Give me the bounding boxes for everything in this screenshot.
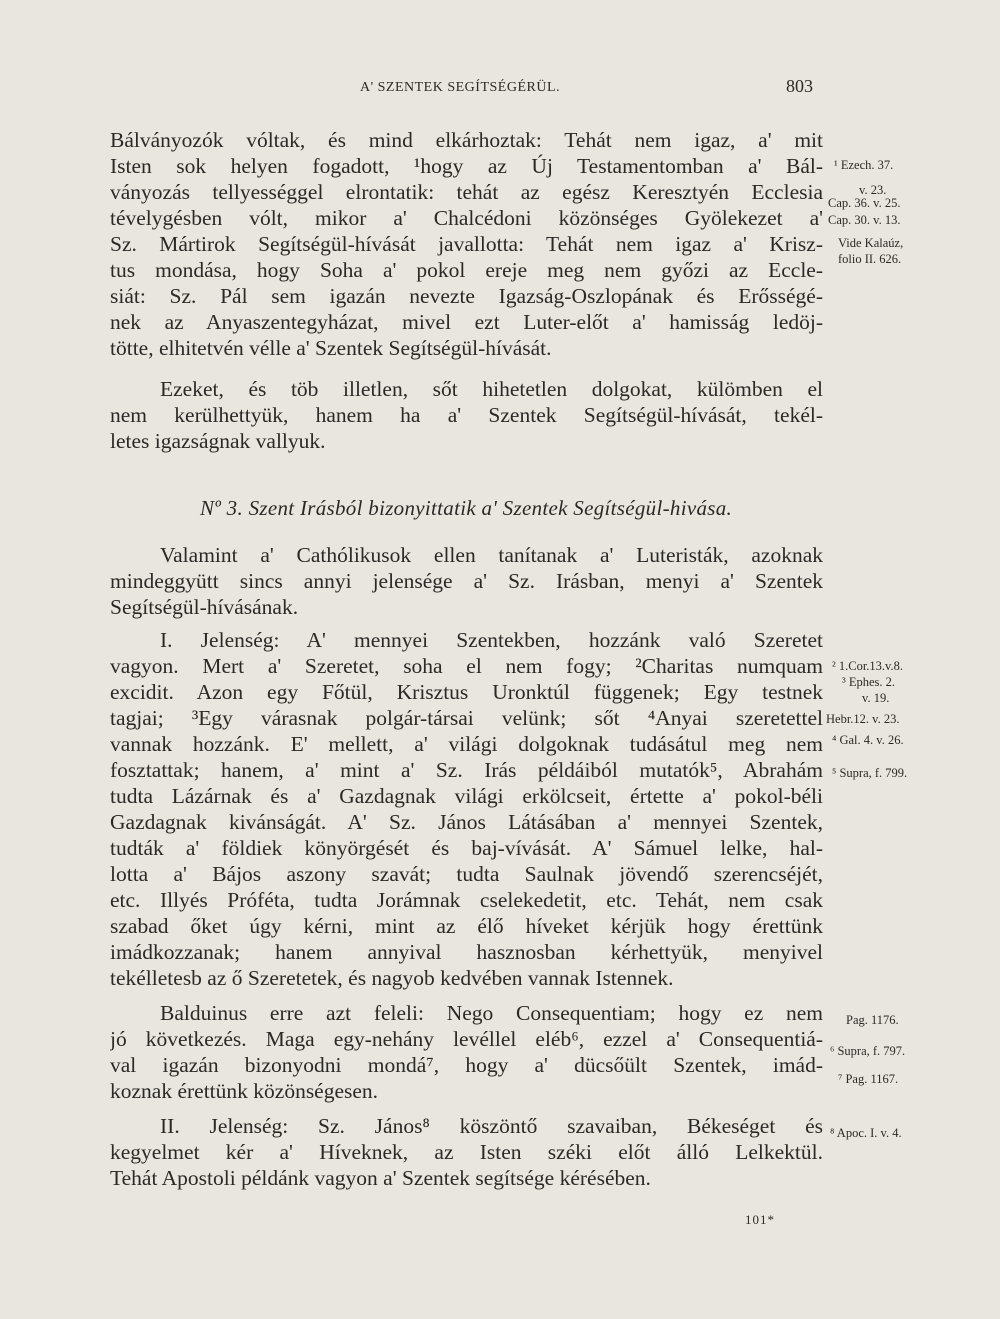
text-line: Balduinus erre azt feleli: Nego Consequentiam; hogy ez nem	[160, 1001, 823, 1025]
text-line: szabad őket úgy kérni, mint az élő híveket kérjük hogy érettünk	[110, 914, 823, 938]
margin-note: folio II. 626.	[838, 252, 902, 266]
margin-note: ⁵ Supra, f. 799.	[832, 766, 908, 780]
margin-note: Cap. 30. v. 13.	[828, 213, 901, 227]
text-line: tekélletesb az ő Szeretetek, és nagyob kedvében vannak Istennek.	[110, 966, 674, 990]
text-line: etc. Illyés Próféta, tudta Jorámnak cselekedetit, etc. Tehát, nem csak	[110, 888, 823, 912]
margin-note: ³ Ephes. 2.	[842, 675, 896, 689]
text-line: Bálványozók vóltak, és mind elkárhoztak: Tehát nem igaz, a' mit	[110, 128, 823, 152]
text-line: tudták a' földiek könyörgését és baj-vívását. A' Sámuel lelke, hal-	[110, 836, 823, 860]
text-line: tévelygésben vólt, mikor a' Chalcédoni közönséges Gyölekezet a'	[110, 206, 823, 230]
text-line: koznak érettünk közönségesen.	[110, 1079, 379, 1103]
text-line: tus mondása, hogy Soha a' pokol ereje meg nem győzi az Eccle-	[110, 258, 823, 282]
page-number: 803	[786, 76, 813, 96]
text-line: tagjai; ³Egy várasnak polgár-társai velünk; sőt ⁴Anyai szeretettel	[110, 706, 823, 730]
text-line: Isten sok helyen fogadott, ¹hogy az Új Testamentomban a' Bál-	[110, 154, 823, 178]
margin-note: ⁸ Apoc. I. v. 4.	[830, 1126, 902, 1140]
text-line: mindeggyütt sincs annyi jelensége a' Sz. Irásban, menyi a' Szentek	[110, 569, 823, 593]
text-line: letes igazságnak vallyuk.	[110, 429, 326, 453]
margin-note: v. 19.	[862, 691, 890, 705]
margin-note: ² 1.Cor.13.v.8.	[832, 659, 903, 673]
margin-note: ⁶ Supra, f. 797.	[830, 1044, 906, 1058]
text-line: nek az Anyaszentegyházat, mivel ezt Luter-előt a' hamisság ledöj-	[110, 310, 823, 334]
signature-mark: 101*	[745, 1212, 775, 1227]
margin-note: ⁷ Pag. 1167.	[838, 1072, 899, 1086]
text-line: Gazdagnak kivánságát. A' Sz. János Látásában a' mennyei Szentek,	[110, 810, 823, 834]
text-line: Ezeket, és töb illetlen, sőt hihetetlen dolgokat, külömben el	[160, 377, 823, 401]
text-line: Sz. Mártirok Segítségül-hívását javallotta: Tehát nem igaz a' Krisz-	[110, 232, 823, 256]
text-line: nem kerülhettyük, hanem ha a' Szentek Segítségül-hívását, tekél-	[110, 403, 823, 427]
text-line: II. Jelenség: Sz. János⁸ köszöntő szavaiban, Békeséget és	[160, 1114, 823, 1138]
text-line: Tehát Apostoli példánk vagyon a' Szentek segítsége kérésében.	[110, 1166, 651, 1190]
text-line: Segítségül-hívásának.	[110, 595, 299, 619]
margin-note: v. 23.	[859, 183, 887, 197]
text-line: kegyelmet kér a' Híveknek, az Isten széki előt álló Lelkektül.	[110, 1140, 823, 1164]
margin-note: Hebr.12. v. 23.	[826, 712, 900, 726]
text-line: vannak hozzánk. E' mellett, a' világi dolgoknak tudásátul meg nem	[110, 732, 823, 756]
margin-note: Cap. 36. v. 25.	[828, 196, 901, 210]
text-line: siát: Sz. Pál sem igazán nevezte Igazság-Oszlopának és Erősségé-	[110, 284, 823, 308]
text-line: ványozás tellyességgel elrontatik: tehát az egész Keresztyén Ecclesia	[110, 180, 823, 204]
text-line: jó következés. Maga egy-nehány levéllel eléb⁶, ezzel a' Consequentiá-	[110, 1027, 823, 1051]
text-line: I. Jelenség: A' mennyei Szentekben, hozzánk való Szeretet	[160, 628, 823, 652]
running-title: A' SZENTEK SEGÍTSÉGÉRÜL.	[360, 80, 561, 95]
text-line: vagyon. Mert a' Szeretet, soha el nem fogy; ²Charitas numquam	[110, 654, 823, 678]
section-heading: Nº 3. Szent Irásból bizonyittatik a' Szentek Segítségül-hivása.	[200, 496, 733, 520]
text-line: val igazán bizonyodni mondá⁷, hogy a' dücsőült Szentek, imád-	[110, 1053, 823, 1077]
text-line: tötte, elhitetvén vélle a' Szentek Segítségül-hívását.	[110, 336, 552, 360]
margin-note: ¹ Ezech. 37.	[834, 158, 894, 172]
text-line: lotta a' Bájos aszony szavát; tudta Saulnak jövendő szerencséjét,	[110, 862, 823, 886]
margin-note: Pag. 1176.	[846, 1013, 899, 1027]
text-line: excidit. Azon egy Főtül, Krisztus Uronktúl függenek; Egy testnek	[110, 680, 823, 704]
margin-note: ⁴ Gal. 4. v. 26.	[832, 733, 904, 747]
text-line: tudta Lázárnak és a' Gazdagnak világi erkölcseit, értette a' pokol-béli	[110, 784, 823, 808]
text-line: imádkozzanak; hanem annyival hasznosban kérhettyük, menyivel	[110, 940, 823, 964]
text-line: Valamint a' Cathólikusok ellen tanítanak a' Luteristák, azoknak	[160, 543, 823, 567]
margin-note: Vide Kalaúz,	[838, 236, 904, 250]
text-line: fosztattak; hanem, a' mint a' Sz. Irás példáiból mutatók⁵, Abrahám	[110, 758, 823, 782]
